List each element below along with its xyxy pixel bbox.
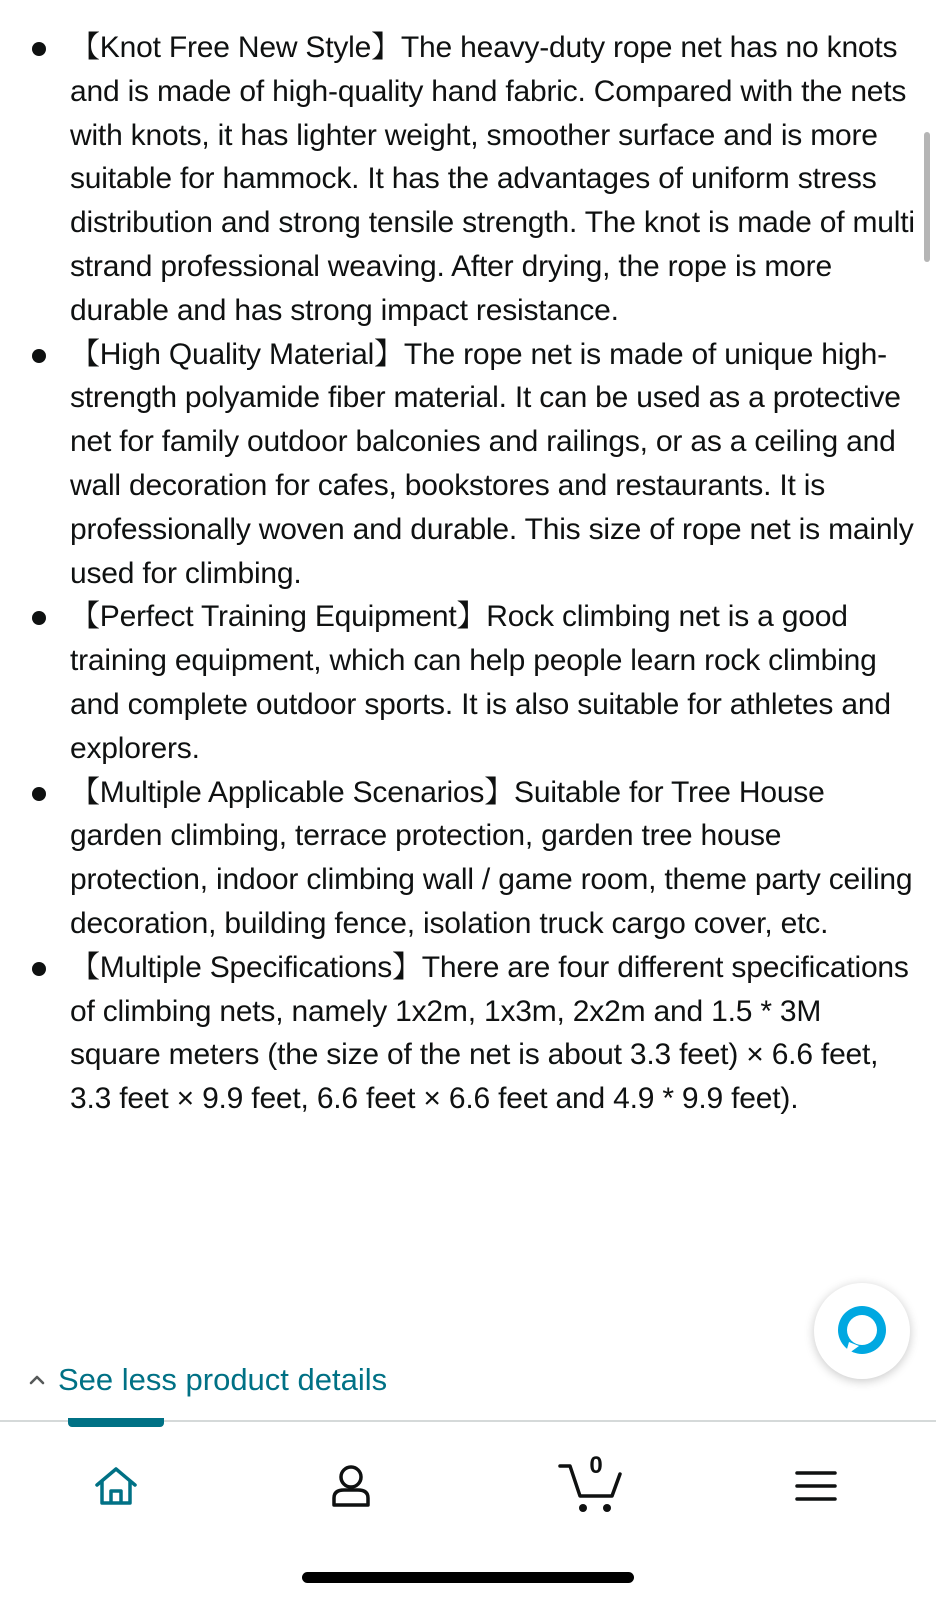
feature-bullet-training: 【Perfect Training Equipment】Rock climbing net is a good training equipment, which can help people learn rock climbing and complete outdoor sports. It is also suitable for athletes and explorers. xyxy=(70,595,916,770)
product-feature-bullets xyxy=(70,26,916,1121)
nav-home-button[interactable] xyxy=(76,1446,156,1526)
nav-cart-button[interactable] xyxy=(546,1446,636,1526)
person-icon xyxy=(330,1464,372,1508)
feature-bullet-material: 【High Quality Material】The rope net is made of unique high-strength polyamide fiber material. It can be used as a protective net for family outdoor balconies and railings, or as a ceiling and wall decoration for cafes, bookstores and restaurants. It is professionally woven and durable. This size of rope net is mainly used for climbing. xyxy=(70,333,916,596)
nav-account-button[interactable] xyxy=(311,1446,391,1526)
active-tab-indicator xyxy=(68,1418,164,1427)
cart-count-badge: 0 xyxy=(589,1452,603,1479)
nav-menu-button[interactable] xyxy=(776,1446,856,1526)
alexa-icon xyxy=(831,1300,893,1362)
feature-bullet-knot-free: 【Knot Free New Style】The heavy-duty rope net has no knots and is made of high-quality hand fabric. Compared with the nets with knots, it has lighter weight, smoother surface and is more suitable for hammock. It has the advantages of uniform stress distribution and strong tensile strength. The knot is made of multi strand professional weaving. After drying, the rope is more durable and has strong impact resistance. xyxy=(70,26,916,333)
see-less-details-link[interactable] xyxy=(26,1358,387,1402)
alexa-button[interactable] xyxy=(814,1283,910,1379)
hamburger-menu-icon xyxy=(795,1469,837,1503)
home-indicator-bar[interactable] xyxy=(302,1572,634,1583)
feature-bullet-scenarios: 【Multiple Applicable Scenarios】Suitable for Tree House garden climbing, terrace protection, garden tree house protection, indoor climbing wall / game room, theme party ceiling decoration, building fence, isolation truck cargo cover, etc. xyxy=(70,771,916,946)
feature-bullet-specifications: 【Multiple Specifications】There are four different specifications of climbing nets, namely 1x2m, 1x3m, 2x2m and 1.5 * 3M square meters (the size of the net is about 3.3 feet) × 6.6 feet, 3.3 feet × 9.9 feet, 6.6 feet × 6.6 feet and 4.9 * 9.9 feet). xyxy=(70,946,916,1121)
home-icon xyxy=(93,1465,139,1507)
see-less-label: See less product details xyxy=(58,1362,388,1397)
scrollbar[interactable] xyxy=(924,132,930,262)
chevron-up-icon xyxy=(26,1369,48,1391)
